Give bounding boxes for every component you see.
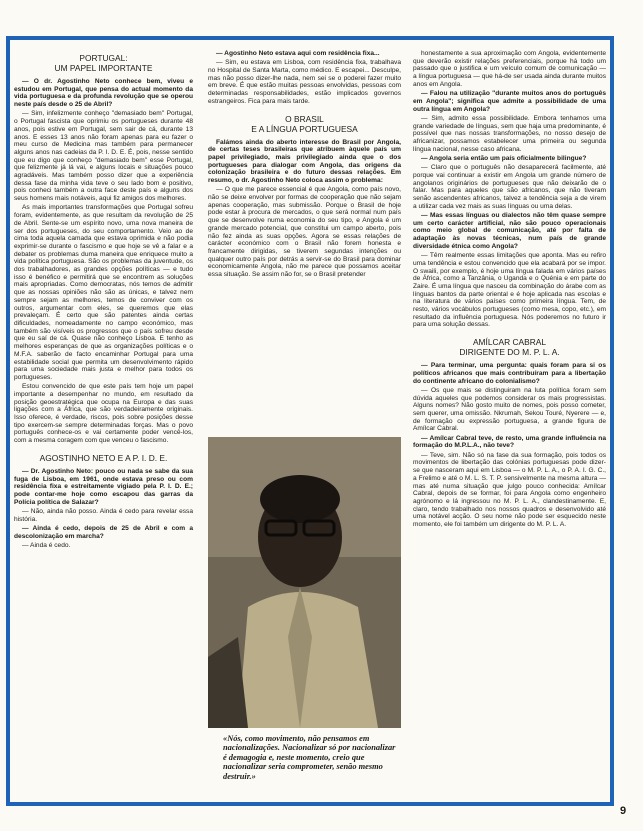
answer-paragraph: — Claro que o português não desaparecerá facilmente, até porque vai continuar a existir em Angola um grande número de angolanos originários de portugueses que não deixarão de o falar. Mas para aqueles que são africanos, que não tiveram senão ascendentes africanos, talvez a tendência seja a de virem a utilizar cada vez mais as suas línguas ou uma delas. bbox=[413, 164, 606, 210]
column-middle bbox=[208, 50, 401, 280]
answer-paragraph: — Ainda é cedo. bbox=[22, 541, 71, 549]
answer-paragraph: — Teve, sim. Não só na fase da sua formação, pois todos os movimentos de libertação das colónias portuguesas pode dizer-se que nasceram aqui em Lisboa — o M. P. L. A., o P. A. I. G. C., a Frelimo e até o M. L. S. T. P. sensivelmente na mesma altura — mas até numa situação que julgo pouco conhecida: Amílcar Cabral, depois de se formar, foi para Angola como engenheiro agrónomo e lá ingressou no M. P. L. A., clandestinamente. E, claro, tendo trabalhado nos nossos quadros e desenvolvido até uma notável acção. O seu nome não pode ser esquecido neste momento, ele foi também um dirigente do M. P. L. A. bbox=[413, 451, 606, 529]
answer-paragraph: — Os que mais se distinguiram na luta política foram sem dúvida aqueles que podemos considerar os mais progressistas. Alguns nomes? Não gosto muito de nomes, pois posso cometer, sem querer, uma omissão. Nkrumah, Sekou Touré, Nyerere — e, de formação ou expressão portuguesa, a grande figura de Amílcar Cabral. bbox=[413, 386, 606, 433]
section-title-portugal: PORTUGAL: UM PAPEL IMPORTANTE bbox=[54, 53, 153, 73]
question-paragraph: — Mas essas línguas ou dialectos não têm quase sempre um certo carácter artificial, não são pouco operacionais como meio global de comunicação, até por falta de adaptação às novas técnicas, num país de grande diversidade étnica como Angola? bbox=[413, 212, 606, 250]
portrait-photo bbox=[208, 437, 401, 728]
question-paragraph: — Angola seria então um país oficialmente bilingue? bbox=[421, 154, 587, 162]
question-paragraph: — Dr. Agostinho Neto: pouco ou nada se sabe da sua fuga de Lisboa, em 1961, onde estava preso ou com residência fixa e estreitamente vigiado pela P. I. D. E.; pode contar-me hoje como escapou das garras da Polícia política de Salazar? bbox=[14, 467, 193, 506]
section-title-pide: AGOSTINHO NETO E A P. I. D. E. bbox=[39, 452, 168, 463]
question-paragraph: — Amílcar Cabral teve, de resto, uma grande influência na formação do M.P.L.A., não teve? bbox=[413, 434, 606, 450]
portrait-illustration bbox=[208, 437, 401, 728]
answer-paragraph: — Sim, infelizmente conheço "demasiado bem" Portugal, o Portugal fascista que oprimiu os portugueses durante 48 anos, pois estive em Portugal, sem sair de cá, durante 13 anos. E esses 13 anos não foram apenas para eu fazer o meu curso de Medicina mas também para permanecer alguns anos nas cadeias da P. I. D. E. É, pois, nesse sentido que eu digo que conheço "demasiado bem" esse Portugal, que felizmente já lá vai, e alguns locais e situações pouco agradáveis. Mas também posso dizer que a experiência dessa fase da minha vida teve o seu lado bom e positivo, pois conheci também a outra face deste país e alguns dos seus homens mais notáveis, aqui fiz amigos dos melhores. bbox=[14, 110, 193, 203]
question-paragraph: — Para terminar, uma pergunta: quais foram para si os políticos africanos que mais contribuíram para a libertação do continente africano do colonialismo? bbox=[413, 362, 606, 385]
section-title-cabral: AMÍLCAR CABRAL DIRIGENTE DO M. P. L. A. bbox=[459, 337, 560, 358]
photo-caption-quote: «Nós, como movimento, não pensamos em nacionalizações. Nacionalizar só por nacionalizar é demagogia e, neste momento, creio que nacionalizar seria comprometer, senão mesmo destruir.» bbox=[223, 734, 396, 781]
section-title-brasil: O BRASIL E A LÍNGUA PORTUGUESA bbox=[251, 113, 358, 134]
answer-paragraph: — Sim, admito essa possibilidade. Embora tenhamos uma grande variedade de línguas, sem que haja uma predominante, é possível que nas nossas transformações, no nosso desejo de africanizar, possamos estabelecer uma primeira ou segunda língua nacional, nesse caso africana. bbox=[413, 114, 606, 153]
column-left bbox=[14, 50, 193, 551]
question-paragraph: — Falou na utilização "durante muitos anos do português em Angola"; significa que admite a possibilidade de uma outra língua em Angola? bbox=[413, 90, 606, 113]
column-right bbox=[413, 50, 606, 530]
body-paragraph: As mais importantes transformações que Portugal sofreu foram, evidentemente, as que resultam da revolução de 25 de Abril. Sente-se um espírito novo, uma nova maneira de ser dos portugueses, do seu comportamento. Veio ao de cima toda aquela camada que estava oprimida e não podia exprimir-se durante o fascismo e que hoje se vê a falar e a debater os problemas duma maneira que enriquece muito a vida política portuguesa. São os problemas da juventude, os dos trabalhadores, as grandes opções políticas — e tudo isso é benéfico e permitirá que se encontrem as soluções mais apropriadas. Como democratas, nós temos de admitir que as nossas opiniões não são as únicas, e talvez nem sempre sejam as melhores, temos de conviver com os outros, argumentar com eles, se queremos que elas prevaleçam. É certo que são patentes ainda certas dificuldades, nomeadamente no campo económico, mas também são visíveis os progressos que o país sofreu desde que eu saí de cá. Quase não conheço Lisboa. E tenho as melhores esperanças de que as organizações políticas e o M.F.A. saberão de facto encaminhar Portugal para uma estabilidade social que permita um desenvolvimento rápido para uma sociedade mais justa e melhor para todos os portugueses. bbox=[14, 204, 193, 381]
page-number: 9 bbox=[620, 805, 627, 817]
answer-paragraph: honestamente a sua aproximação com Angola, evidentemente que deverão existir relações preferenciais, porque há todo um passado que o justifica e um veículo comum de comunicação — a língua portuguesa — que há-de ser usada ainda durante muitos anos em Angola. bbox=[413, 50, 606, 88]
question-paragraph: — Ainda é cedo, depois de 25 de Abril e com a descolonização em marcha? bbox=[14, 524, 193, 540]
answer-paragraph: — O que me parece essencial é que Angola, como país novo, não se deixe envolver por formas de cooperação que não sejam apenas cooperação, mas submissão. Porque o Brasil de hoje pode estar à procura de mercados, o que será normal num país que se desenvolve numa economia do seu tipo, e Angola é um grande mercado potencial, que constitui um campo aberto, pois não fez ainda as suas opções. Agora se essas relações de carácter económico com o Brasil não forem honesta e francamente dirigidas, se tiverem segundas intenções ou qualquer outro país por detrás a servir-se do Brasil para dominar economicamente Angola, não me parece que possamos aceitar essa situação. Se assim não for, se o Brasil pretender bbox=[208, 186, 401, 279]
answer-paragraph: — Têm realmente essas limitações que aponta. Mas eu refiro uma tendência e estou convencido que ela acabará por se impor. O swaili, por exemplo, é hoje uma língua falada em vários países de África, como a Tanzânia, o Uganda e o Quénia e em parte do Zaire. É uma língua que nasceu da combinação do árabe com as línguas bantos da parte oriental e é hoje aplicada nas escolas e na literatura de vários países como primeira língua. Tem, de resto, vários vocábulos portugueses (como mesa, copo, etc.), em resultado da influência portuguesa. Nós poderemos no futuro ir para uma solução dessas. bbox=[413, 252, 606, 329]
question-paragraph: — O dr. Agostinho Neto conhece bem, viveu e estudou em Portugal, que pensa do actual momento da vida portuguesa e da profunda revolução que se operou neste país desde o 25 de Abril? bbox=[14, 78, 193, 109]
answer-paragraph: — Sim, eu estava em Lisboa, com residência fixa, trabalhava no Hospital de Santa Marta, como médico. E escapei... Desculpe, mas não posso dizer-lhe nada, nem sei se o poderei fazer muito em breve. É que estão muitas pessoas envolvidas, pessoas com determinadas responsabilidades, estão implicados governos estrangeiros. Fica para mais tarde. bbox=[208, 59, 401, 105]
answer-paragraph: — Não, ainda não posso. Ainda é cedo para revelar essa história. bbox=[14, 507, 193, 523]
question-paragraph: — Agostinho Neto estava aqui com residência fixa... bbox=[216, 50, 380, 57]
intro-paragraph: Falámos ainda do aberto interesse do Brasil por Angola, de certas teses brasileiras que atribuem àquele país um papel privilegiado, mais privilegiado ainda que o dos portugueses para dialogar com Angola, das origens da colonização brasileira e do futuro dessas relações. Em resumo, o dr. Agostinho Neto coloca assim o problema: bbox=[208, 138, 401, 185]
body-paragraph: Estou convencido de que este país tem hoje um papel importante a desempenhar no mundo, em resultado da posição geoestratégica que ocupa na Europa e das suas ligações com a África, que são verdadeiramente originais. Isso oferece, é verdade, riscos, pois sobre posições desse tipo exercem-se sempre determinadas forças. Mas o povo português conhece-os e vai certamente poder vencê-los, com a mesma coragem com que venceu o fascismo. bbox=[14, 383, 193, 445]
